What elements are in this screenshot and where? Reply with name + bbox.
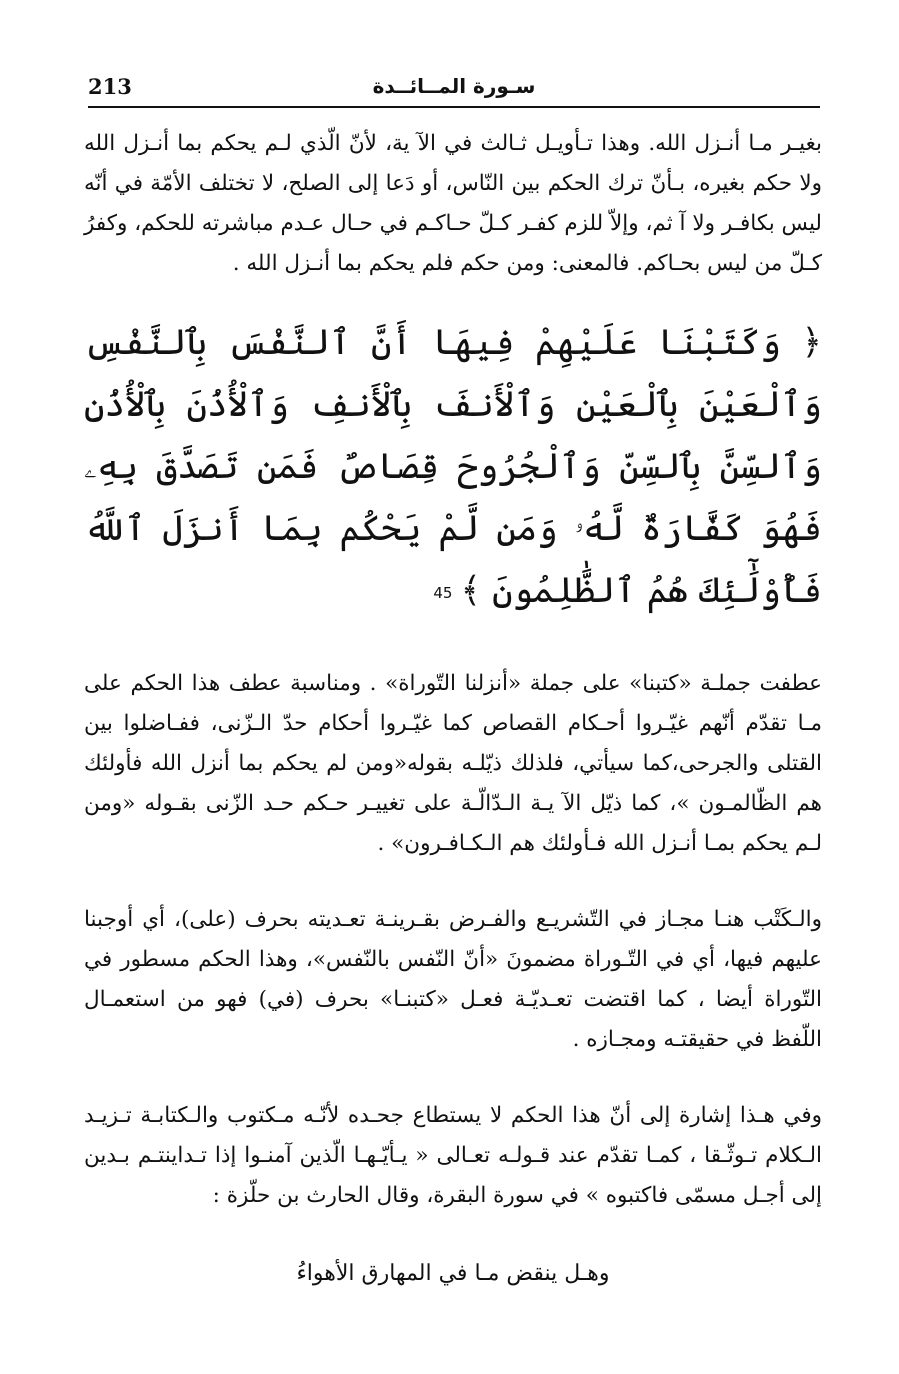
paragraph-commentary-4: وفي هـذا إشارة إلى أنّ هذا الحكم لا يستطاع جحـده لأنّـه مـكتوب والـكتابـة تـزيـد الـكلام تـوثّـقا ، كمـا تقدّم عند قـولـه تعـالى « يـأيّـهـا الّذين آمنـوا إذا تـداينتـم بـدين إلى أجـل مسمّى فاكتبوه » في سورة البقرة، وقال الحارث بن حلّزة : [84, 1102, 822, 1208]
page-content [84, 118, 822, 1294]
page-header [88, 72, 820, 108]
surah-title: سـورة المــائــدة [372, 74, 536, 98]
paragraph-commentary-3: والـكَتْب هنـا مجـاز في التّشريـع والفـرض بقـرينـة تعـديته بحرف (على)، أي أوجبنا عليهم فيها، أي في التّـوراة مضمونَ «أنّ النّفس بالنّفس»، وهذا الحكم مسطور في التّوراة أيضا ، كما اقتضت تعـديّـة فعـل «كتبنـا» بحرف (في) فهو من استعمـال اللّفظ في حقيقتـه ومجـازه . [84, 906, 822, 1052]
poem-verse: وهـل ينقض مـا في المهارق الأهواءُ [296, 1260, 610, 1286]
quran-verse [84, 312, 822, 624]
verse-number: 45 [433, 583, 453, 602]
page-number: 213 [88, 74, 132, 99]
paragraph-commentary-1: بغيـر مـا أنـزل الله. وهذا تـأويـل ثـالث في الآ ية، لأنّ الّذي لـم يحكم بما أنـزل الله ولا حكم بغيره، بـأنّ ترك الحكم بين النّاس، أو دَعا إلى الصلح، لا تختلف الأمّة في أنّه ليس بكافـر ولا آ ثم، وإلاّ للزم كفـر كـلّ حـاكـم في حـال عـدم مباشرته للحكم، وكفرُ كـلّ من ليس بحـاكم. فالمعنى: ومن حكم فلم يحكم بما أنـزل الله . [84, 131, 822, 276]
verse-text: ﴿ وَكَتَبْنَا عَلَيْهِمْ فِيهَا أَنَّ ٱلنَّفْسَ بِٱلنَّفْسِ وَٱلْعَيْنَ بِٱلْعَيْنِ وَٱلْأَنفَ بِٱلْأَنفِ وَٱلْأُذُنَ بِٱلْأُذُنِ وَٱلسِّنَّ بِٱلسِّنِّ وَٱلْجُرُوحَ قِصَاصٌ فَمَن تَصَدَّقَ بِهِۦ فَهُوَ كَفَّارَةٌ لَّهُۥ وَمَن لَّمْ يَحْكُم بِمَا أَنزَلَ ٱللَّهُ فَأُوْلَٰٓئِكَ هُمُ ٱلظَّٰلِمُونَ ﴾ [84, 323, 822, 611]
paragraph-commentary-2: عطفت جملـة «كتبنا» على جملة «أنزلنا التّوراة» . ومناسبة عطف هذا الحكم على مـا تقدّم أنّهم غيّـروا أحـكام القصاص كما غيّـروا أحكام حدّ الـزّنى، ففـاضلوا بين القتلى والجرحى،كما سيأتي، فلذلك ذيّلـه بقوله«ومن لم يحكم بما أنزل الله فأولئك هم الظّالمـون »، كما ذيّل الآ يـة الـدّالّـة على تغييـر حـكم حـد الزّنى بقـوله «ومن لـم يحكم بمـا أنـزل الله فـأولئك هم الـكـافـرون» . [84, 670, 822, 856]
